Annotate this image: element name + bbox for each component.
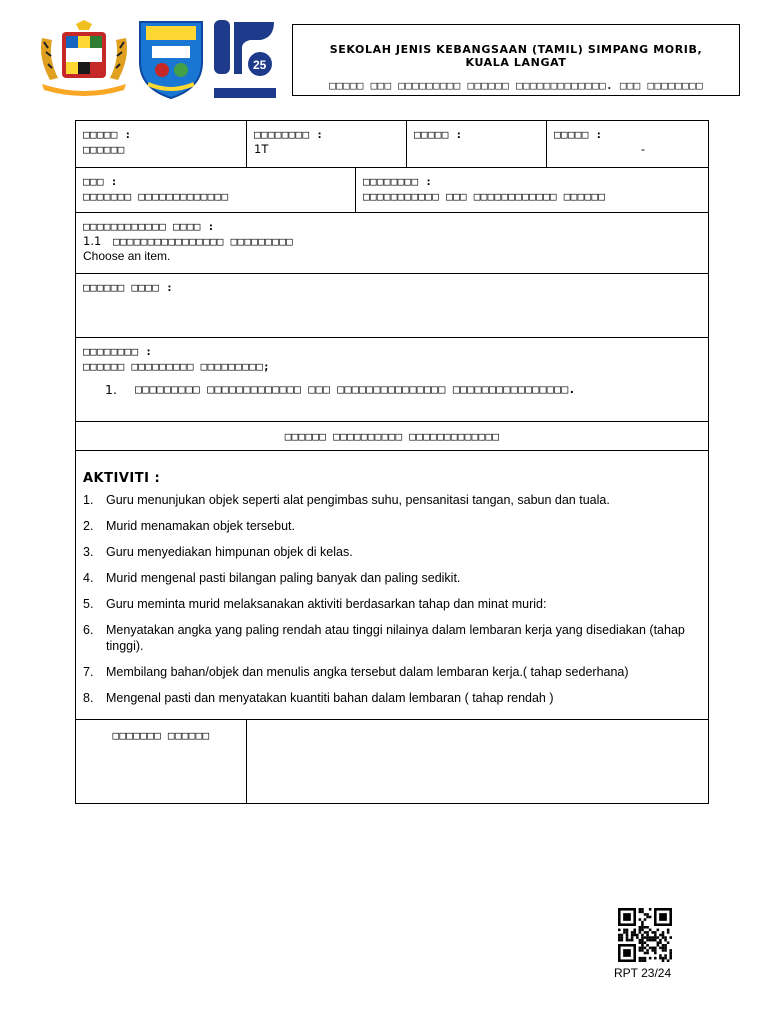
activity-number: 3. — [83, 545, 94, 559]
date-label: □□□□□ : — [414, 128, 463, 141]
activity-number: 4. — [83, 571, 94, 585]
activity-number: 5. — [83, 597, 94, 611]
activity-item — [83, 690, 701, 706]
objective-item — [83, 382, 701, 397]
class-label: □□□□□□□□ : — [254, 128, 324, 141]
date-cell — [407, 121, 546, 148]
topic-label: □□□□□□□□ : — [363, 175, 433, 188]
standard-content-text: □□□□□□□□□□□□□□□□ □□□□□□□□□ — [112, 235, 293, 248]
objective-intro: □□□□□□ □□□□□□□□□ □□□□□□□□□; — [83, 360, 270, 373]
svg-text:25: 25 — [253, 58, 267, 72]
school-name: SEKOLAH JENIS KEBANGSAAN (TAMIL) SIMPANG MORIB, KUALA LANGAT — [329, 43, 703, 69]
info-row-2 — [75, 167, 709, 213]
activity-text: Guru menyediakan himpunan objek di kelas. — [106, 545, 353, 559]
activity-text: Guru menunjukan objek seperti alat pengimbas suhu, pensanitasi tangan, sabun dan tuala. — [106, 493, 610, 507]
logo-group — [36, 18, 280, 102]
activity-item — [83, 596, 701, 612]
activity-number: 7. — [83, 665, 94, 679]
subject-cell — [76, 121, 246, 163]
activities-title: AKTIVITI : — [83, 471, 161, 486]
activity-text: Mengenal pasti dan menyatakan kuantiti bahan dalam lembaran ( tahap rendah ) — [106, 691, 554, 705]
reflection-row — [75, 719, 709, 804]
objective-item-text: □□□□□□□□□ □□□□□□□□□□□□□ □□□ □□□□□□□□□□□□□□□ □□□□□□□□□□□□□□□□. — [135, 382, 576, 396]
activity-number: 1. — [83, 493, 94, 507]
footer-code: RPT 23/24 — [614, 966, 672, 980]
activities-list — [83, 492, 701, 706]
activity-text: Murid menamakan objek tersebut. — [106, 519, 295, 533]
unit-value: □□□□□□□ □□□□□□□□□□□□□ — [83, 190, 229, 203]
topic-cell — [356, 168, 709, 210]
activity-item — [83, 492, 701, 508]
objective-label: □□□□□□□□ : — [83, 345, 153, 358]
malaysia-coat-of-arms-logo — [36, 18, 132, 98]
learning-standard-label: □□□□□□ □□□□ : — [83, 281, 173, 294]
school-header-box — [292, 24, 740, 96]
time-label: □□□□□ : — [554, 128, 603, 141]
objective-row — [75, 337, 709, 422]
activity-text: Menyatakan angka yang paling rendah atau tinggi nilainya dalam lembaran kerja yang disediakan (tahap tinggi). — [106, 623, 685, 653]
standard-content-label: □□□□□□□□□□□□ □□□□ : — [83, 220, 215, 233]
time-cell — [547, 121, 709, 163]
school-subtitle: □□□□□ □□□ □□□□□□□□□ □□□□□□ □□□□□□□□□□□□□. □□□ □□□□□□□□ — [329, 79, 703, 92]
activity-item — [83, 664, 701, 680]
section-title-row — [75, 421, 709, 451]
ppd-25-logo — [212, 18, 278, 100]
standard-content-item — [83, 234, 701, 249]
activity-text: Membilang bahan/objek dan menulis angka tersebut dalam lembaran kerja.( tahap sederhana) — [106, 665, 629, 679]
time-value[interactable]: - — [640, 142, 646, 156]
subject-label: □□□□□ : — [83, 128, 132, 141]
unit-cell — [76, 168, 355, 210]
activity-number: 8. — [83, 691, 94, 705]
section-title: □□□□□□ □□□□□□□□□□ □□□□□□□□□□□□□ — [284, 430, 500, 443]
choose-item-dropdown[interactable]: Choose an item. — [83, 249, 171, 263]
class-cell — [247, 121, 406, 163]
reflection-label: □□□□□□□ □□□□□□ — [112, 729, 210, 742]
activity-number: 6. — [83, 623, 94, 637]
unit-label: □□□ : — [83, 175, 118, 188]
activity-number: 2. — [83, 519, 94, 533]
school-crest-logo — [136, 18, 206, 100]
reflection-value[interactable] — [247, 720, 708, 803]
activity-text: Guru meminta murid melaksanakan aktiviti berdasarkan tahap dan minat murid: — [106, 597, 547, 611]
activity-item — [83, 570, 701, 586]
activity-item — [83, 544, 701, 560]
class-value: 1T — [254, 142, 269, 156]
qr-code-icon — [618, 908, 672, 962]
objective-item-number: 1. — [105, 382, 117, 397]
topic-value: □□□□□□□□□□□ □□□ □□□□□□□□□□□□ □□□□□□ — [363, 190, 606, 203]
activity-item — [83, 518, 701, 534]
activities-row — [75, 450, 709, 720]
activity-item — [83, 622, 701, 654]
subject-value: □□□□□□ — [83, 143, 125, 156]
activity-text: Murid mengenal pasti bilangan paling banyak dan paling sedikit. — [106, 571, 461, 585]
standard-content-number: 1.1 — [83, 234, 102, 248]
learning-standard-row — [75, 273, 709, 338]
standard-content-row — [75, 212, 709, 274]
info-row-1 — [75, 120, 709, 168]
